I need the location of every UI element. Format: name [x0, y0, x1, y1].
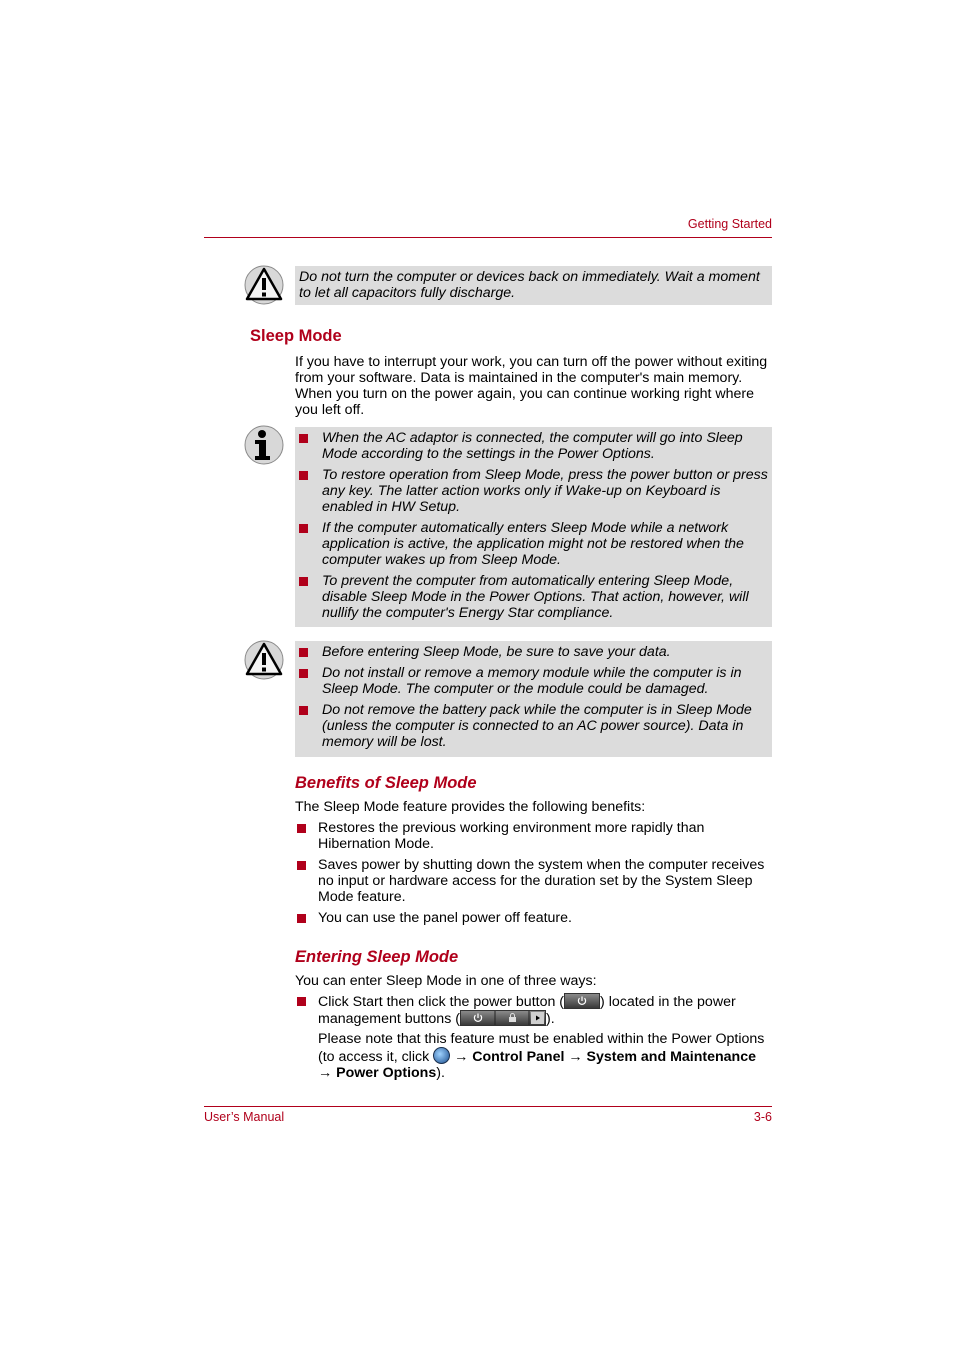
subsection-intro: You can enter Sleep Mode in one of three ways:: [295, 973, 597, 989]
footer-rule: [204, 1106, 772, 1107]
list-item: You can use the panel power off feature.: [295, 910, 772, 926]
list-item: Saves power by shutting down the system when the computer receives no input or hardware access for the duration set by the System Sleep Mode feature.: [295, 857, 772, 905]
list-item: Do not install or remove a memory module while the computer is in Sleep Mode. The computer or the module could be damaged.: [297, 665, 768, 697]
caution-triangle-icon: [244, 640, 284, 680]
running-header: Getting Started: [687, 217, 772, 231]
subsection-intro: The Sleep Mode feature provides the following benefits:: [295, 799, 646, 815]
list-item: When the AC adaptor is connected, the computer will go into Sleep Mode according to the settings in the Power Options.: [297, 430, 768, 462]
entering-list: [295, 993, 772, 1081]
subsection-heading: Benefits of Sleep Mode: [295, 774, 477, 792]
list-item: Click Start then click the power button ( ) located in the power management buttons ( ).: [295, 993, 772, 1027]
list-item: Restores the previous working environment more rapidly than Hibernation Mode.: [295, 820, 772, 852]
list-item: Do not remove the battery pack while the computer is in Sleep Mode (unless the computer is connected to an AC power source). Data in memory will be lost.: [297, 702, 768, 750]
list-item: If the computer automatically enters Sleep Mode while a network application is active, the application might not be restored when the computer wakes up from Sleep Mode.: [297, 520, 768, 568]
list-item: To restore operation from Sleep Mode, press the power button or press any key. The latter action works only if Wake-up on Keyboard is enabled in HW Setup.: [297, 467, 768, 515]
power-button-icon: [564, 993, 600, 1009]
section-heading: Sleep Mode: [250, 327, 342, 345]
info-icon: [244, 425, 284, 465]
footer-manual-title: User’s Manual: [204, 1110, 285, 1124]
section-intro: If you have to interrupt your work, you can turn off the power without exiting from your software. Data is maintained in the computer's main memory. When you turn on the power again, you can continue working right where you left off.: [295, 354, 768, 418]
info-note: [295, 427, 772, 627]
caution-note: [295, 266, 772, 305]
list-item-note: Please note that this feature must be enabled within the Power Options (to access it, click → Control Panel → System and Maintenance → Power Options).: [318, 1031, 765, 1081]
menu-path: → Control Panel → System and Maintenance → Power Options: [318, 1049, 757, 1081]
caution-list-note: [295, 641, 772, 757]
list-item: Before entering Sleep Mode, be sure to save your data.: [297, 644, 768, 660]
page-number: 3-6: [753, 1110, 772, 1124]
subsection-heading: Entering Sleep Mode: [295, 948, 459, 966]
benefits-list: [295, 820, 772, 931]
windows-start-icon: [433, 1047, 450, 1064]
list-item: To prevent the computer from automatically entering Sleep Mode, disable Sleep Mode in the Power Options. That action, however, will nullify the computer's Energy Star compliance.: [297, 573, 768, 621]
caution-triangle-icon: [244, 265, 284, 305]
power-management-buttons-icon: [460, 1010, 546, 1026]
caution-note-text: Do not turn the computer or devices back on immediately. Wait a moment to let all capacitors fully discharge.: [299, 269, 760, 301]
header-rule: [204, 237, 772, 238]
